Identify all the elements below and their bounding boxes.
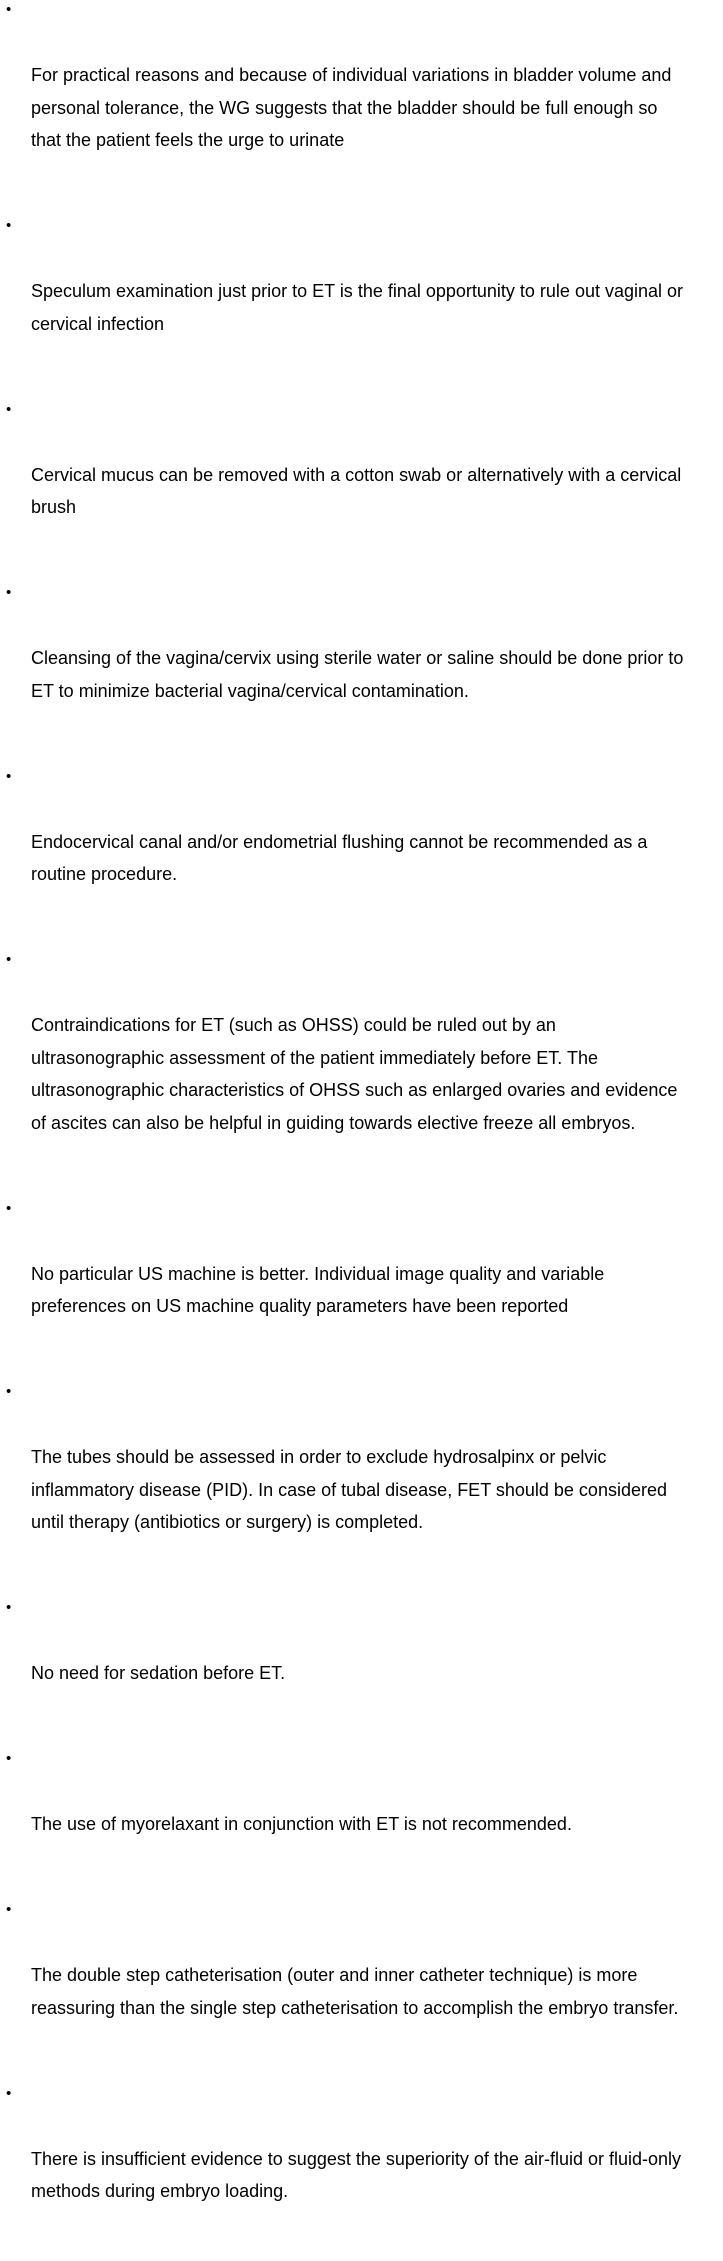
bullet-icon: • bbox=[6, 1901, 12, 1918]
list-item bbox=[0, 1193, 723, 1356]
bullet-icon: • bbox=[6, 1, 12, 18]
bullet-icon: • bbox=[6, 1383, 12, 1400]
list-item-text: For practical reasons and because of individual variations in bladder volume and personal tolerance, the WG suggests that the bladder should be full enough so that the patient feels the urge to urinate bbox=[31, 65, 672, 150]
list-item-text: Speculum examination just prior to ET is the final opportunity to rule out vaginal or cervical infection bbox=[31, 281, 684, 334]
bullet-icon: • bbox=[6, 400, 12, 418]
list-item bbox=[0, 944, 723, 1172]
list-item-text: The tubes should be assessed in order to exclude hydrosalpinx or pelvic inflammatory disease (PID). In case of tubal disease, FET should be considered until therapy (antibiotics or surgery) is completed. bbox=[31, 1447, 667, 1532]
bullet-icon: • bbox=[6, 584, 12, 601]
list-item bbox=[0, 1894, 723, 2057]
list-item-text: The double step catheterisation (outer and inner catheter technique) is more reassuring than the single step catheterisation to accomplish the embryo transfer. bbox=[31, 1965, 679, 2018]
bullet-icon: • bbox=[6, 1599, 12, 1616]
list-item-text: The use of myorelaxant in conjunction with ET is not recommended. bbox=[31, 1814, 572, 1834]
list-item bbox=[0, 577, 723, 740]
list-item bbox=[0, 394, 723, 557]
bullet-icon: • bbox=[6, 951, 12, 968]
list-item bbox=[0, 1376, 723, 1571]
list-item bbox=[0, 1743, 723, 1873]
list-item-text: No need for sedation before ET. bbox=[31, 1663, 286, 1683]
list-item-text: Contraindications for ET (such as OHSS) could be ruled out by an ultrasonographic assessment of the patient immediately before ET. The ultrasonographic characteristics of OHSS such as enlarged ovaries and evidence of ascites can also be helpful in guiding towards elective freeze all embryos. bbox=[31, 1015, 678, 1133]
list-item-text: There is insufficient evidence to suggest the superiority of the air-fluid or fluid-only methods during embryo loading. bbox=[31, 2148, 682, 2201]
list-item bbox=[0, 210, 723, 373]
list-item bbox=[0, 0, 723, 189]
list-item-text: Cervical mucus can be removed with a cotton swab or alternatively with a cervical brush bbox=[31, 464, 682, 517]
bullet-icon: • bbox=[6, 767, 12, 785]
bullet-icon: • bbox=[6, 1199, 12, 1217]
bullet-icon: • bbox=[6, 2084, 12, 2102]
bullet-icon: • bbox=[6, 217, 12, 234]
list-item bbox=[0, 1592, 723, 1722]
list-item bbox=[0, 761, 723, 924]
bullet-icon: • bbox=[6, 1750, 12, 1767]
list-item-text: Endocervical canal and/or endometrial flushing cannot be recommended as a routine procedure. bbox=[31, 831, 648, 884]
list-item-text: Cleansing of the vagina/cervix using sterile water or saline should be done prior to ET to minimize bacterial vagina/cervical contamination. bbox=[31, 648, 684, 701]
list-item bbox=[0, 2078, 723, 2241]
list-item-text: No particular US machine is better. Individual image quality and variable preferences on US machine quality parameters have been reported bbox=[31, 1263, 605, 1316]
